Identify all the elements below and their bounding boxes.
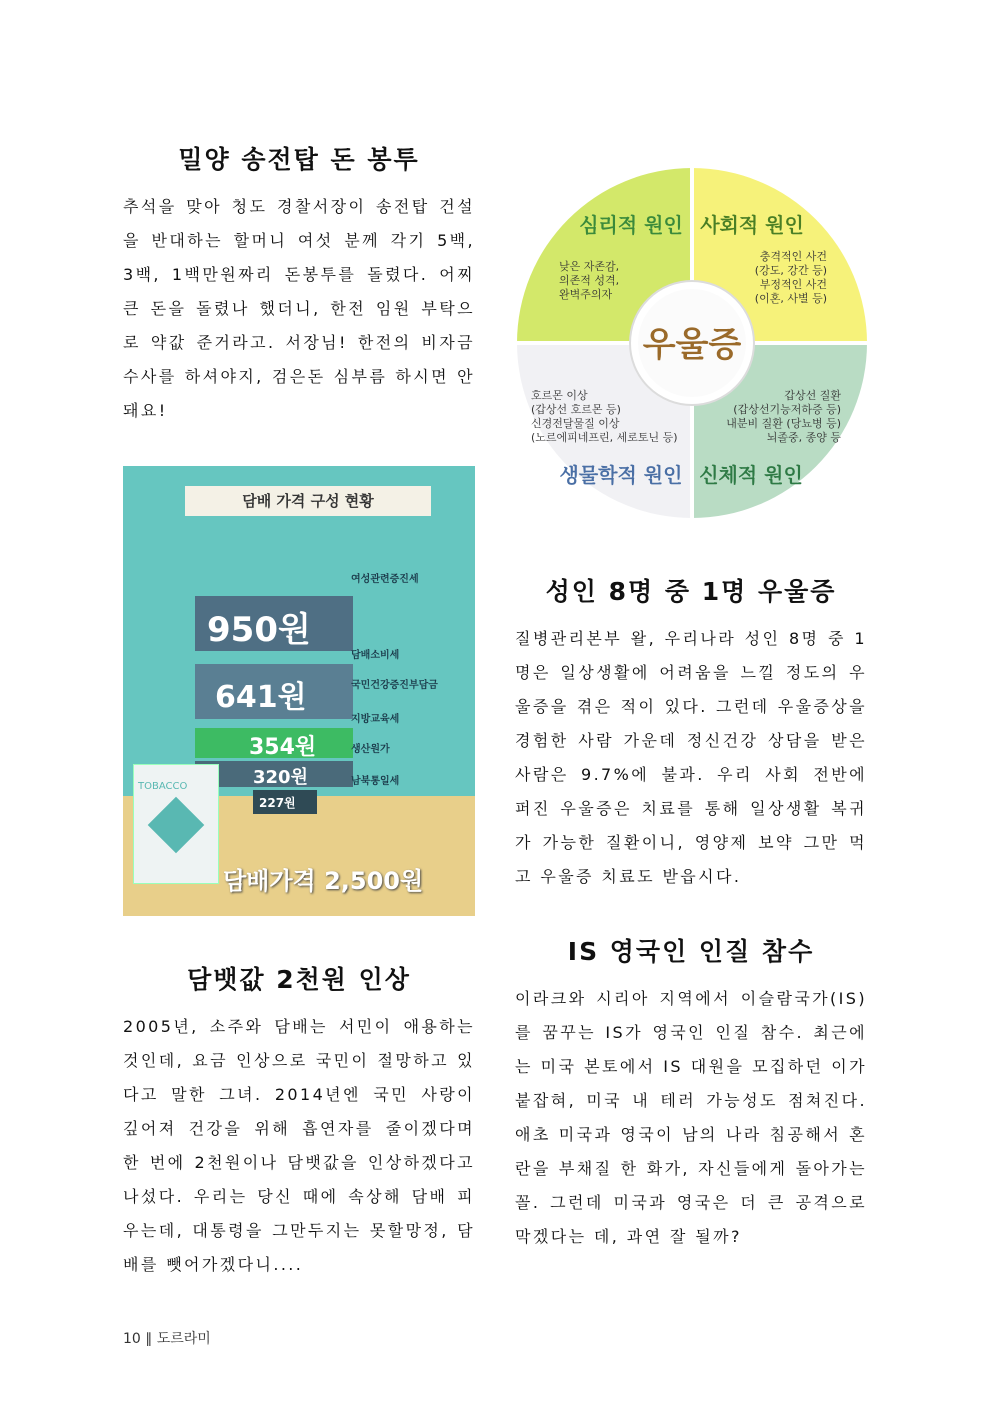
component-label: 남북통일세 bbox=[351, 776, 400, 787]
bio-item: 호르몬 이상 bbox=[531, 389, 588, 402]
depression-causes-diagram bbox=[515, 166, 869, 520]
phys-item: 내분비 질환 (당뇨병 등) bbox=[726, 417, 841, 430]
psych-item: 완벽주의자 bbox=[559, 288, 613, 301]
cigarette-pack-illustration bbox=[133, 764, 219, 884]
component-label: 여성관련증진세 bbox=[351, 574, 419, 585]
quadrant-title-biological: 생물학적 원인 bbox=[559, 463, 683, 487]
price-label: 950원 bbox=[207, 610, 311, 650]
article-title: 성인 8명 중 1명 우울증 bbox=[545, 577, 837, 606]
price-label: 320원 bbox=[253, 767, 308, 788]
quadrant-title-physical: 신체적 원인 bbox=[699, 463, 803, 487]
article-is-hostage bbox=[515, 932, 867, 1254]
pack-text: TOBACCO bbox=[138, 781, 188, 792]
article-body: 추석을 맞아 청도 경찰서장이 송전탑 건설을 반대하는 할머니 여섯 분께 각기 5백, 3백, 1백만원짜리 돈봉투를 돌렸다. 어찌 큰 돈을 돌렸나 했더니, 한전 임원 부탁으로 약값 준거라고. 서장님! 한전의 비자금 수사를 하셔야지, 검은돈 심부름 하시면 안돼요! bbox=[123, 197, 475, 420]
total-price: 담배가격 2,500원 bbox=[223, 867, 424, 895]
psych-item: 낮은 자존감, bbox=[559, 260, 620, 273]
page-footer: 10 ∥ 도르라미 bbox=[123, 1331, 211, 1347]
social-item: 충격적인 사건 bbox=[759, 250, 827, 263]
phys-item: (갑상선기능저하증 등) bbox=[733, 403, 841, 416]
price-label: 641원 bbox=[215, 680, 307, 715]
price-block-641 bbox=[195, 664, 353, 719]
cigarette-price-infographic bbox=[123, 466, 475, 916]
price-label: 354원 bbox=[249, 735, 317, 760]
infographic-title: 담배 가격 구성 현황 bbox=[185, 486, 431, 516]
quadrant-title-social: 사회적 원인 bbox=[700, 213, 804, 237]
component-label: 생산원가 bbox=[351, 744, 390, 755]
social-item: 부정적인 사건 bbox=[759, 278, 827, 291]
component-label: 국민건강증진부담금 bbox=[351, 680, 438, 691]
article-title: 밀양 송전탑 돈 봉투 bbox=[178, 145, 420, 174]
quadrant-title-psychological: 심리적 원인 bbox=[579, 213, 683, 237]
price-block-227 bbox=[253, 790, 317, 814]
article-depression bbox=[515, 572, 867, 894]
article-body: 질병관리본부 왈, 우리나라 성인 8명 중 1명은 일상생활에 어려움을 느낄 정도의 우울증을 겪은 적이 있다. 그런데 우울증상을 경험한 사람 가운데 정신건강 상담을 받은 사람은 9.7%에 불과. 우리 사회 전반에 퍼진 우울증은 치료를 통해 일상생활 복귀가 가능한 질환이니, 영양제 보약 그만 먹고 우울증 치료도 받읍시다. bbox=[515, 629, 867, 886]
phys-item: 갑상선 질환 bbox=[784, 389, 841, 402]
price-label: 227원 bbox=[259, 796, 296, 810]
price-block-950 bbox=[195, 596, 353, 651]
article-cigarette-price bbox=[123, 960, 475, 1282]
bio-item: 신경전달물질 이상 bbox=[531, 417, 620, 430]
bio-item: (갑상선 호르몬 등) bbox=[531, 403, 621, 416]
center-label: 우울증 bbox=[642, 325, 742, 365]
component-label: 담배소비세 bbox=[351, 650, 400, 661]
social-item: (이혼, 사별 등) bbox=[754, 292, 827, 305]
article-title: IS 영국인 인질 참수 bbox=[567, 937, 815, 966]
psych-item: 의존적 성격, bbox=[559, 274, 620, 287]
phys-item: 뇌졸중, 종양 등 bbox=[766, 431, 841, 444]
article-body: 2005년, 소주와 담배는 서민이 애용하는 것인데, 요금 인상으로 국민이 절망하고 있다고 말한 그녀. 2014년엔 국민 사랑이 깊어져 건강을 위해 흡연자를 줄이겠다며 한 번에 2천원이나 담뱃값을 인상하겠다고 나섰다. 우리는 당신 때에 속상해 담배 피우는데, 대통령을 그만두지는 못할망정, 담배를 뺏어가겠다니.... bbox=[123, 1017, 475, 1274]
article-title: 담뱃값 2천원 인상 bbox=[187, 965, 411, 994]
bio-item: (노르에피네프린, 세로토닌 등) bbox=[531, 431, 678, 444]
article-body: 이라크와 시리아 지역에서 이슬람국가(IS)를 꿈꾸는 IS가 영국인 인질 참수. 최근에는 미국 본토에서 IS 대원을 모집하던 이가 붙잡혀, 미국 내 테러 가능성도 점쳐진다. 애초 미국과 영국이 남의 나라 침공해서 혼란을 부채질 한 화가, 자신들에게 돌아가는 꼴. 그런데 미국과 영국은 더 큰 공격으로 막겠다는 데, 과연 잘 될까? bbox=[515, 989, 867, 1246]
social-item: (강도, 강간 등) bbox=[754, 264, 827, 277]
article-miryang bbox=[123, 140, 475, 428]
price-block-354 bbox=[195, 728, 353, 758]
component-label: 지방교육세 bbox=[351, 714, 400, 725]
